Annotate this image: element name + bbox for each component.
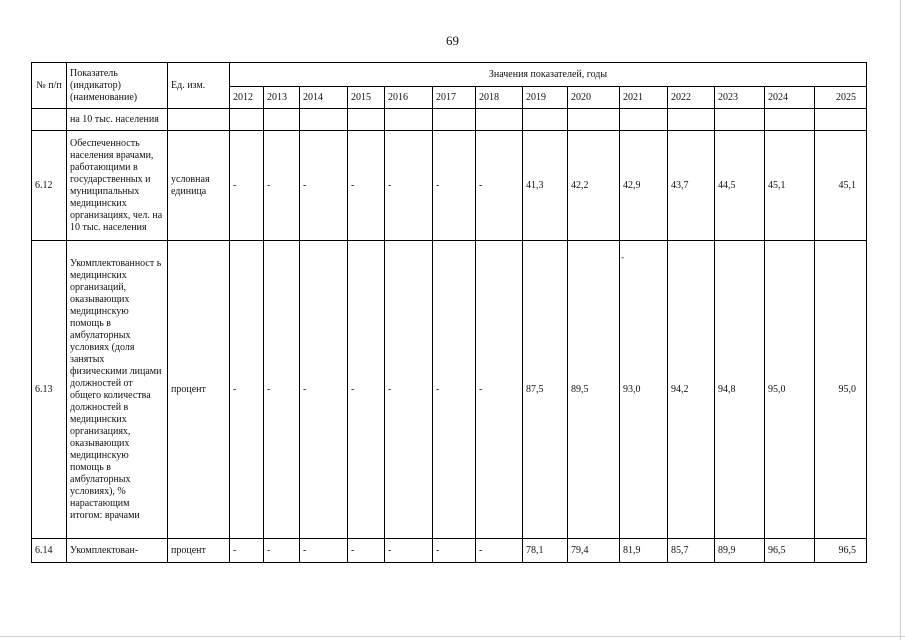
header-year-2016: 2016 bbox=[385, 87, 433, 109]
value-cell-2022: 85,7 bbox=[668, 539, 715, 563]
value-cell-2021 bbox=[620, 109, 668, 131]
value-cell-2015 bbox=[348, 109, 385, 131]
value-cell-2016: - bbox=[385, 241, 433, 539]
value-cell-2020: 42,2 bbox=[568, 131, 620, 241]
header-indicator: Показатель (индикатор) (наименование) bbox=[67, 63, 168, 109]
header-year-2018: 2018 bbox=[476, 87, 523, 109]
value-cell-2021: 81,9 bbox=[620, 539, 668, 563]
table-row bbox=[32, 539, 867, 563]
value-cell-2014 bbox=[300, 109, 348, 131]
header-year-2024: 2024 bbox=[765, 87, 815, 109]
row-unit: процент bbox=[168, 539, 230, 563]
value-cell-2023: 94,8 bbox=[715, 241, 765, 539]
scan-edge-bottom bbox=[0, 636, 905, 637]
value-cell-2021: 93,0 bbox=[620, 241, 668, 539]
header-year-2025: 2025 bbox=[815, 87, 867, 109]
row-number bbox=[32, 109, 67, 131]
value-cell-2025: 95,0 bbox=[815, 241, 867, 539]
header-year-2019: 2019 bbox=[523, 87, 568, 109]
value-cell-2013: - bbox=[264, 539, 300, 563]
header-year-2021: 2021 bbox=[620, 87, 668, 109]
stray-mark: - bbox=[621, 252, 624, 262]
header-num: № п/п bbox=[32, 63, 67, 109]
value-cell-2014: - bbox=[300, 241, 348, 539]
table-row bbox=[32, 131, 867, 241]
page-number: 69 bbox=[446, 33, 459, 48]
value-cell-2017 bbox=[433, 109, 476, 131]
value-cell-2024: 96,5 bbox=[765, 539, 815, 563]
value-cell-2016 bbox=[385, 109, 433, 131]
value-cell-2021: 42,9 bbox=[620, 131, 668, 241]
header-values-group: Значения показателей, годы bbox=[230, 63, 867, 87]
scan-edge-right bbox=[900, 0, 901, 640]
value-cell-2024: 95,0 bbox=[765, 241, 815, 539]
header-unit: Ед. изм. bbox=[168, 63, 230, 109]
value-cell-2023: 44,5 bbox=[715, 131, 765, 241]
header-year-2012: 2012 bbox=[230, 87, 264, 109]
value-cell-2016: - bbox=[385, 131, 433, 241]
header-year-2023: 2023 bbox=[715, 87, 765, 109]
value-cell-2022: 94,2 bbox=[668, 241, 715, 539]
header-year-2015: 2015 bbox=[348, 87, 385, 109]
row-number: 6.13 bbox=[32, 241, 67, 539]
value-cell-2015: - bbox=[348, 131, 385, 241]
value-cell-2018: - bbox=[476, 241, 523, 539]
value-cell-2017: - bbox=[433, 539, 476, 563]
value-cell-2013 bbox=[264, 109, 300, 131]
value-cell-2025: 45,1 bbox=[815, 131, 867, 241]
value-cell-2017: - bbox=[433, 241, 476, 539]
row-unit bbox=[168, 109, 230, 131]
value-cell-2012: - bbox=[230, 539, 264, 563]
value-cell-2020 bbox=[568, 109, 620, 131]
row-indicator-name: Укомплектован- bbox=[67, 539, 168, 563]
value-cell-2019: 78,1 bbox=[523, 539, 568, 563]
value-cell-2014: - bbox=[300, 539, 348, 563]
value-cell-2022 bbox=[668, 109, 715, 131]
value-cell-2015: - bbox=[348, 241, 385, 539]
value-cell-2019 bbox=[523, 109, 568, 131]
row-number: 6.14 bbox=[32, 539, 67, 563]
value-cell-2012: - bbox=[230, 241, 264, 539]
value-cell-2013: - bbox=[264, 241, 300, 539]
table-row bbox=[32, 109, 867, 131]
row-unit: условная единица bbox=[168, 131, 230, 241]
header-year-2022: 2022 bbox=[668, 87, 715, 109]
value-cell-2018 bbox=[476, 109, 523, 131]
value-cell-2014: - bbox=[300, 131, 348, 241]
row-indicator-name: Обеспеченность населения врачами, работающими в государственных и муниципальных медицинских организациях, чел. на 10 тыс. населения bbox=[67, 131, 168, 241]
header-year-2014: 2014 bbox=[300, 87, 348, 109]
value-cell-2018: - bbox=[476, 131, 523, 241]
row-indicator-name: Укомплектованност ь медицинских организаций, оказывающих медицинскую помощь в амбулаторных условиях (доля занятых физическими лицами должностей от общего количества должностей в медицинских организациях, оказывающих медицинскую помощь в амбулаторных условиях), % нарастающим итогом: врачами bbox=[67, 241, 168, 539]
value-cell-2025: 96,5 bbox=[815, 539, 867, 563]
value-cell-2012: - bbox=[230, 131, 264, 241]
value-cell-2023: 89,9 bbox=[715, 539, 765, 563]
value-cell-2019: 41,3 bbox=[523, 131, 568, 241]
row-number: 6.12 bbox=[32, 131, 67, 241]
value-cell-2022: 43,7 bbox=[668, 131, 715, 241]
row-unit: процент bbox=[168, 241, 230, 539]
value-cell-2019: 87,5 bbox=[523, 241, 568, 539]
value-cell-2015: - bbox=[348, 539, 385, 563]
value-cell-2018: - bbox=[476, 539, 523, 563]
table-row bbox=[32, 241, 867, 539]
row-indicator-name: на 10 тыс. населения bbox=[67, 109, 168, 131]
value-cell-2024 bbox=[765, 109, 815, 131]
value-cell-2020: 79,4 bbox=[568, 539, 620, 563]
indicators-table bbox=[31, 62, 867, 563]
header-year-2020: 2020 bbox=[568, 87, 620, 109]
value-cell-2023 bbox=[715, 109, 765, 131]
value-cell-2013: - bbox=[264, 131, 300, 241]
header-year-2013: 2013 bbox=[264, 87, 300, 109]
value-cell-2025 bbox=[815, 109, 867, 131]
value-cell-2017: - bbox=[433, 131, 476, 241]
value-cell-2024: 45,1 bbox=[765, 131, 815, 241]
header-year-2017: 2017 bbox=[433, 87, 476, 109]
value-cell-2012 bbox=[230, 109, 264, 131]
value-cell-2016: - bbox=[385, 539, 433, 563]
value-cell-2020: 89,5 bbox=[568, 241, 620, 539]
